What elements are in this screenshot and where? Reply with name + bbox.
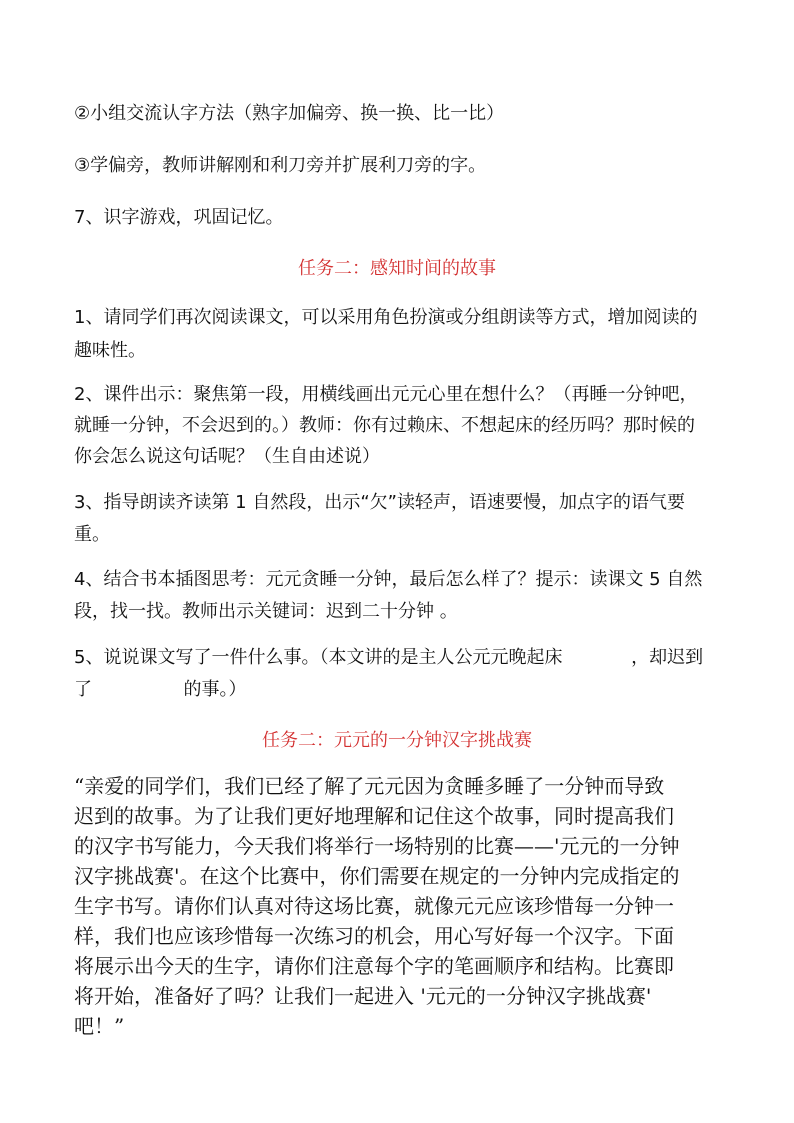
item-2-line-3: 你会怎么说这句话呢？（生自由述说） — [74, 446, 380, 467]
item-4-line-2: 段，找一找。教师出示关键词：迟到二十分钟 。 — [74, 601, 458, 622]
speech-line-7: 将展示出今天的生字，请你们注意每个字的笔画顺序和结构。比赛即 — [74, 954, 674, 978]
speech-line-6: 样，我们也应该珍惜每一次练习的机会，用心写好每一个汉字。下面 — [74, 924, 674, 948]
step-3-line: ③学偏旁，教师讲解刚和利刀旁并扩展利刀旁的字。 — [74, 155, 487, 176]
task-heading-time-story: 任务二：感知时间的故事 — [298, 258, 496, 279]
speech-line-3: 的汉字书写能力，今天我们将举行一场特别的比赛——'元元的一分钟 — [74, 834, 680, 858]
item-2-line-2: 就睡一分钟，不会迟到的。）教师：你有过赖床、不想起床的经历吗？那时候的 — [74, 415, 695, 436]
task-heading-challenge: 任务二：元元的一分钟汉字挑战赛 — [262, 730, 532, 751]
item-3-line-2: 重。 — [74, 524, 110, 545]
item-3-line-1: 3、指导朗读齐读第 1 自然段，出示“欠”读轻声，语速要慢，加点字的语气要 — [74, 492, 685, 513]
speech-line-5: 生字书写。请你们认真对待这场比赛，就像元元应该珍惜每一分钟一 — [74, 894, 674, 918]
item-5-line-1: 5、说说课文写了一件什么事。（本文讲的是主人公元元晚起床 ，却迟到 — [74, 647, 704, 668]
item-4-line-1: 4、结合书本插图思考：元元贪睡一分钟，最后怎么样了？提示：读课文 5 自然 — [74, 569, 703, 590]
speech-line-1: “亲爱的同学们，我们已经了解了元元因为贪睡多睡了一分钟而导致 — [74, 774, 665, 798]
step-7-line: 7、识字游戏，巩固记忆。 — [74, 207, 284, 228]
speech-line-2: 迟到的故事。为了让我们更好地理解和记住这个故事，同时提高我们 — [74, 804, 674, 828]
item-2-line-1: 2、课件出示：聚焦第一段，用横线画出元元心里在想什么？（再睡一分钟吧， — [74, 384, 698, 405]
speech-line-4: 汉字挑战赛'。在这个比赛中，你们需要在规定的一分钟内完成指定的 — [74, 864, 680, 888]
step-2-line: ②小组交流认字方法（熟字加偏旁、换一换、比一比） — [74, 103, 505, 124]
item-1-line-1: 1、请同学们再次阅读课文，可以采用角色扮演或分组朗读等方式，增加阅读的 — [74, 307, 698, 328]
item-1-line-2: 趣味性。 — [74, 340, 146, 361]
item-5-line-2: 了 的事。） — [74, 679, 247, 700]
speech-line-9: 吧！” — [74, 1014, 125, 1038]
speech-line-8: 将开始，准备好了吗？让我们一起进入 '元元的一分钟汉字挑战赛' — [74, 984, 652, 1008]
